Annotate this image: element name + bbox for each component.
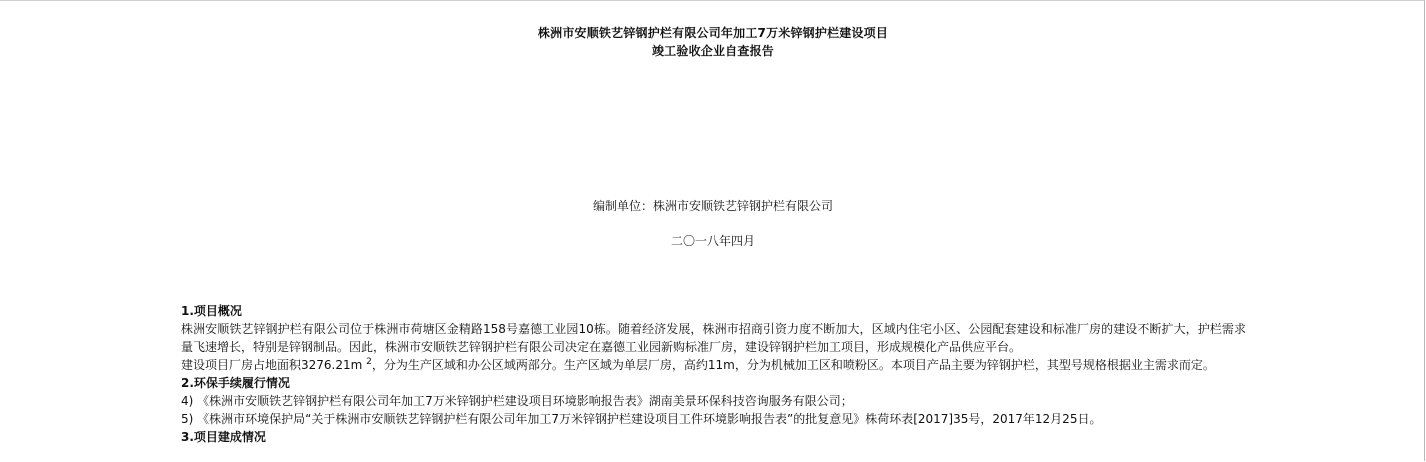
overview-paragraph-1: 株洲安顺铁艺锌钢护栏有限公司位于株洲市荷塘区金精路158号嘉德工业园10栋。随着经济发展，株洲市招商引资力度不断加大，区域内住宅小区、公园配套建设和标准厂房的建设不断扩大，护栏需求量飞速增长，特别是锌钢制品。因此，株洲市安顺铁艺锌钢护栏有限公司决定在嘉德工业园新购标准厂房，建设锌钢护栏加工项目，形成规模化产品供应平台。 xyxy=(181,322,1246,354)
section-heading-env-procedures: 2.环保手续履行情况 xyxy=(181,376,290,390)
section-heading-construction: 3.项目建成情况 xyxy=(181,430,266,444)
compiler-unit: 编制单位：株洲市安顺铁艺锌钢护栏有限公司 xyxy=(592,199,833,213)
env-procedure-item-4: 4) 《株洲市安顺铁艺锌钢护栏有限公司年加工7万米锌钢护栏建设项目环境影响报告表》湖南美景环保科技咨询服务有限公司； xyxy=(181,394,853,408)
report-date: 二〇一八年四月 xyxy=(670,234,755,248)
area-unit-superscript: 2 xyxy=(366,357,372,367)
env-procedure-item-5: 5) 《株洲市环境保护局“关于株洲市安顺铁艺锌钢护栏有限公司年加工7万米锌钢护栏建设项目工件环境影响报告表”的批复意见》株荷环表[2017]35号，2017年12月25日。 xyxy=(181,412,1102,426)
overview-paragraph-2 xyxy=(181,356,1246,374)
section-heading-overview: 1.项目概况 xyxy=(181,304,242,318)
area-text-continued: ，分为生产区域和办公区域两部分。生产区域为单层厂房，高约11m，分为机械加工区和喷粉区。本项目产品主要为锌钢护栏，其型号规格根据业主需求而定。 xyxy=(371,358,1215,372)
report-title-line-1: 株洲市安顺铁艺锌钢护栏有限公司年加工7万米锌钢护栏建设项目 xyxy=(537,26,889,40)
area-text: 建设项目厂房占地面积3276.21m xyxy=(181,358,367,372)
report-title-line-2: 竣工验收企业自查报告 xyxy=(651,44,774,58)
report-body xyxy=(181,302,1246,446)
